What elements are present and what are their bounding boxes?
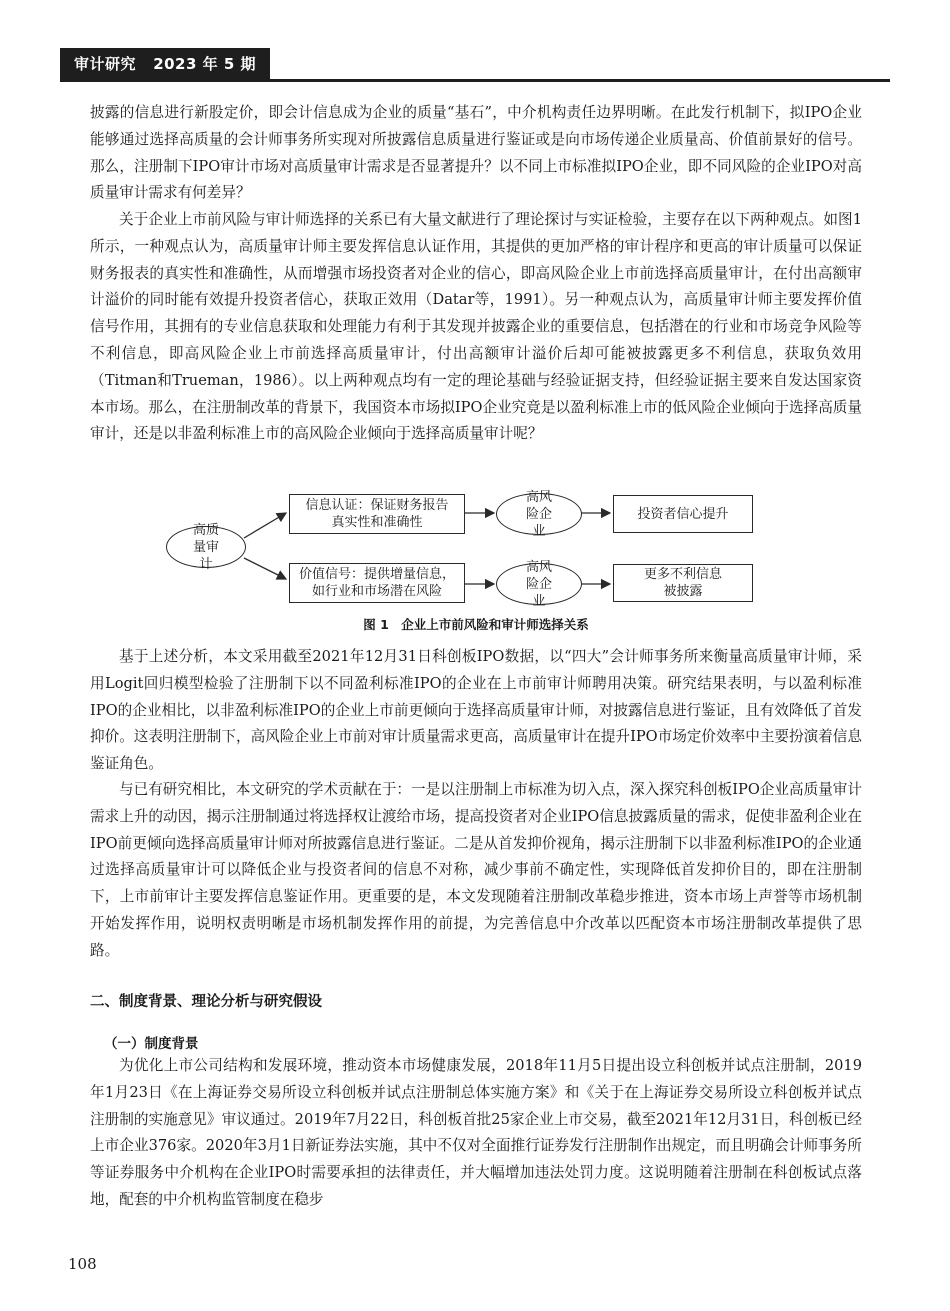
- header-rule: [60, 79, 890, 82]
- node-high-risk-top: 高风险企业: [496, 493, 582, 535]
- arrow-to-top-box: [244, 513, 286, 538]
- paragraph-5: 为优化上市公司结构和发展环境，推动资本市场健康发展，2018年11月5日提出设立科创板并试点注册制，2019年1月23日《在上海证券交易所设立科创板并试点注册制总体实施方案》和《关于在上海证券交易所设立科创板并试点注册制的实施意见》审议通过。2019年7月22日，科创板首批25家企业上市交易，截至2021年12月31日，科创板已经上市企业376家。2020年3月1日新证券法实施，其中不仅对全面推行证券发行注册制作出规定，而且明确会计师事务所等证券服务中介机构在企业IPO时需要承担的法律责任，并大幅增加违法处罚力度。这说明随着注册制在科创板试点落地，配套的中介机构监管制度在稳步: [90, 1057, 862, 1208]
- section-heading: 二、制度背景、理论分析与研究假设: [90, 994, 322, 1010]
- node-info-certification: 信息认证：保证财务报告真实性和准确性: [289, 494, 465, 534]
- issue-label: 2023 年 5 期: [153, 55, 257, 73]
- arrow-to-bottom-box: [244, 558, 286, 579]
- node-investor-confidence: 投资者信心提升: [613, 495, 753, 533]
- figure-1: [90, 486, 862, 636]
- paragraph-3: 基于上述分析，本文采用截至2021年12月31日科创板IPO数据，以“四大”会计师事务所来衡量高质量审计师，采用Logit回归模型检验了注册制下以不同盈利标准IPO的企业在上市前审计师聘用决策。研究结果表明，与以盈利标准IPO的企业相比，以非盈利标准IPO的企业上市前更倾向于选择高质量审计师，对披露信息进行鉴证，且有效降低了首发抑价。这表明注册制下，高风险企业上市前对审计质量需求更高，高质量审计在提升IPO市场定价效率中主要扮演着信息鉴证角色。: [90, 648, 862, 773]
- paragraph-4: 与已有研究相比，本文研究的学术贡献在于：一是以注册制上市标准为切入点，深入探究科创板IPO企业高质量审计需求上升的动因，揭示注册制通过将选择权让渡给市场，提高投资者对企业IPO信息披露质量的需求，促使非盈利企业在IPO前更倾向选择高质量审计师对所披露信息进行鉴证。二是从首发抑价视角，揭示注册制下以非盈利标准IPO的企业通过选择高质量审计可以降低企业与投资者间的信息不对称，减少事前不确定性，实现降低首发抑价目的，即在注册制下，上市前审计主要发挥信息鉴证作用。更重要的是，本文发现随着注册制改革稳步推进，资本市场上声誉等市场机制开始发挥作用，说明权责明晰是市场机制发挥作用的前提，为完善信息中介改革以匹配资本市场注册制改革提供了思路。: [90, 781, 862, 959]
- running-header: [60, 48, 270, 80]
- paragraph-1: 披露的信息进行新股定价，即会计信息成为企业的质量“基石”，中介机构责任边界明晰。在此发行机制下，拟IPO企业能够通过选择高质量的会计师事务所实现对所披露信息质量进行鉴证或是向市场传递企业质量高、价值前景好的信号。那么，注册制下IPO审计市场对高质量审计需求是否显著提升？以不同上市标准拟IPO企业，即不同风险的企业IPO对高质量审计需求有何差异？: [90, 104, 862, 202]
- node-unfavorable-disclosure: 更多不利信息被披露: [613, 564, 753, 602]
- node-high-quality-audit: 高质量审计: [166, 526, 246, 568]
- figure-caption: 图 1 企业上市前风险和审计师选择关系: [363, 617, 589, 632]
- journal-name: 审计研究: [74, 55, 137, 73]
- node-value-signal: 价值信号：提供增量信息，如行业和市场潜在风险: [289, 563, 465, 603]
- page-number: 108: [68, 1255, 97, 1273]
- paragraph-2: 关于企业上市前风险与审计师选择的关系已有大量文献进行了理论探讨与实证检验，主要存在以下两种观点。如图1所示，一种观点认为，高质量审计师主要发挥信息认证作用，其提供的更加严格的审计程序和更高的审计质量可以保证财务报表的真实性和准确性，从而增强市场投资者对企业的信心，即高风险企业上市前选择高质量审计，在付出高额审计溢价的同时能有效提升投资者信心，获取正效用（Datar等，1991）。另一种观点认为，高质量审计师主要发挥价值信号作用，其拥有的专业信息获取和处理能力有利于其发现并披露企业的重要信息，包括潜在的行业和市场竞争风险等不利信息，即高风险企业上市前选择高质量审计，付出高额审计溢价后却可能被披露更多不利信息，获取负效用（Titman和Trueman，1986）。以上两种观点均有一定的理论基础与经验证据支持，但经验证据主要来自发达国家资本市场。那么，在注册制改革的背景下，我国资本市场拟IPO企业究竟是以盈利标准上市的低风险企业倾向于选择高质量审计，还是以非盈利标准上市的高风险企业倾向于选择高质量审计呢？: [90, 211, 862, 443]
- subsection-heading: （一）制度背景: [104, 1036, 199, 1052]
- node-high-risk-bottom: 高风险企业: [496, 563, 582, 605]
